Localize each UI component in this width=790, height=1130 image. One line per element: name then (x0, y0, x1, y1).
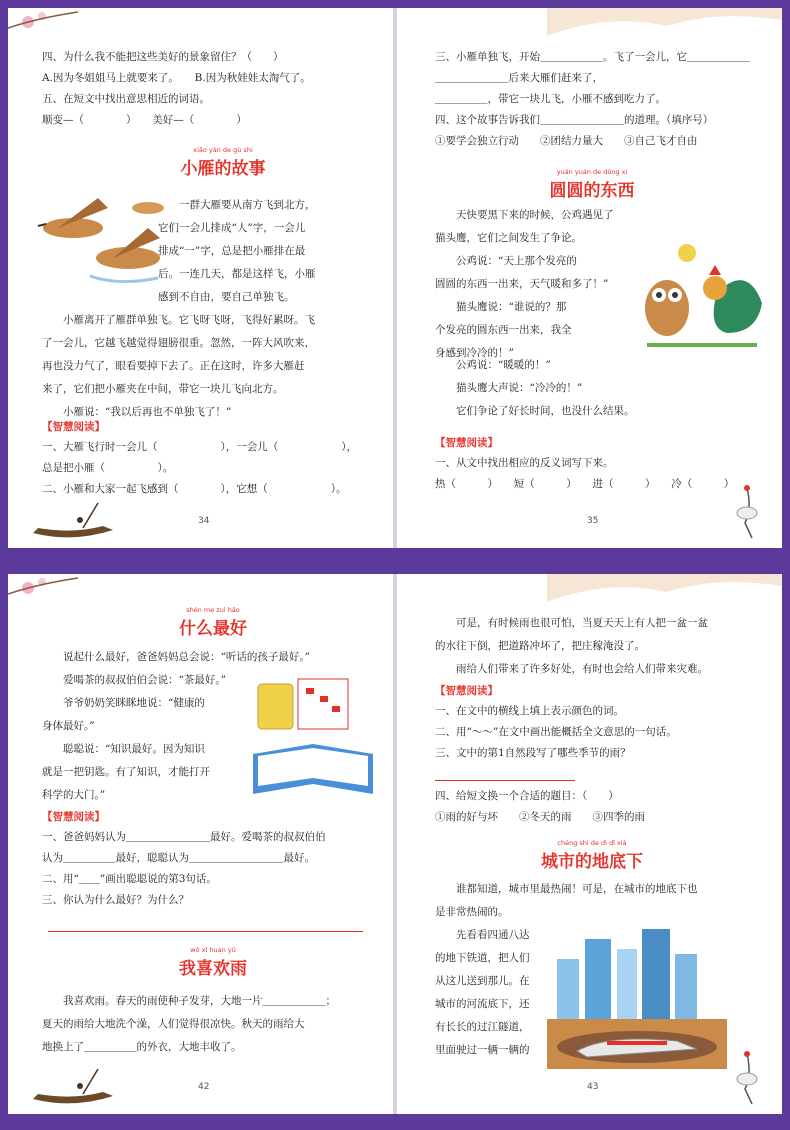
story-title-text: 我喜欢雨 (179, 959, 247, 979)
story-line: 圆圆的东西一出来，天气暖和多了！” (435, 278, 609, 290)
story-line: 天快要黑下来的时候，公鸡遇见了 (435, 209, 614, 221)
story-text-42-c (42, 994, 377, 1055)
story-title-text: 城市的地底下 (541, 852, 643, 872)
page-number: 35 (587, 516, 599, 526)
story-title-pinyin: yuán yuán de dōng xi (556, 168, 628, 176)
story-line: 猫头鹰，它们之间发生了争论。 (435, 232, 582, 244)
city-subway-illustration (547, 919, 727, 1069)
story-line: 科学的大门。” (42, 789, 106, 801)
story-line: 一群大雁要从南方飞到北方， (158, 199, 316, 211)
story-line: 来了，它们把小雁夹在中间，带它一块儿飞向北方。 (42, 383, 284, 395)
exercise-1: 一、在文中的横线上填上表示颜色的词。 (435, 705, 624, 717)
story-line: 爱喝茶的叔叔伯伯会说：“茶最好。” (42, 674, 226, 686)
story-line: 地换上了＿＿＿＿＿的外衣，大地丰收了。 (42, 1041, 242, 1053)
exercise-block-43b (435, 789, 766, 825)
story-line: 从这儿送到那儿。在 (435, 975, 530, 987)
exercise-block-43 (435, 684, 766, 761)
question-5: 五、在短文中找出意思相近的词语。 (42, 93, 210, 105)
boat-icon (28, 1064, 118, 1109)
question-4-options: A.因为冬姐姐马上就要来了。 B.因为秋娃娃太淘气了。 (42, 72, 311, 84)
exercise-1: 一、从文中找出相应的反义词写下来。 (435, 457, 614, 469)
exercise-2: 二、用“＿＿”画出聪聪说的第3句话。 (42, 873, 217, 885)
story-line: 猫头鹰大声说：“冷冷的！” (435, 382, 583, 394)
story-line: 雨给人们带来了许多好处，有时也会给人们带来灾难。 (435, 663, 708, 675)
question-3a: 三、小雁单独飞，开始＿＿＿＿＿＿。飞了一会儿，它＿＿＿＿＿＿ (435, 51, 750, 63)
story-title-pinyin: chéng shì de dì dǐ xià (557, 839, 627, 847)
story-line: 是非常热闹的。 (435, 906, 509, 918)
story-line: 身感到冷冷的！” (435, 347, 514, 359)
story-line: 夏天的雨给大地洗个澡，人们觉得很凉快。秋天的雨给大 (42, 1018, 305, 1030)
zhihui-heading: 【智慧阅读】 (42, 421, 105, 433)
question-4-options: ①要学会独立行动 ②团结力量大 ③自己飞才自由 (435, 135, 698, 147)
story-text-35-end (435, 358, 766, 419)
story-line: 的地下铁道，把人们 (435, 952, 530, 964)
story-line: 的水往下倒，把道路冲坏了，把庄稼淹没了。 (435, 640, 645, 652)
story-line: 谁都知道，城市里最热闹！可是，在城市的地底下也 (435, 883, 698, 895)
story-title-text: 圆圆的东西 (549, 181, 635, 201)
story-line: 里面驶过一辆一辆的 (435, 1044, 530, 1056)
answer-line (435, 780, 575, 781)
story-text-43-c (435, 928, 542, 1058)
story-line: 公鸡说：“暖暖的！” (435, 359, 551, 371)
exercise-3: 三、你认为什么最好？为什么？ (42, 894, 189, 906)
page-number: 34 (198, 516, 210, 526)
story-line: 说起什么最好，爸爸妈妈总会说：“听话的孩子最好。” (42, 651, 310, 663)
story-title-pinyin: shén me zuì hǎo (186, 606, 240, 614)
story-title-text: 什么最好 (179, 619, 247, 639)
exercise-2: 二、用“～～”在文中画出能概括全文意思的一句话。 (435, 726, 677, 738)
story-line: 它们争论了好长时间，也没什么结果。 (435, 405, 635, 417)
story-line: 小雁离开了雁群单独飞。它飞呀飞呀，飞得好累呀。飞 (42, 314, 315, 326)
crane-icon (717, 1044, 777, 1109)
story-text-34-top (158, 198, 377, 305)
exercise-3: 三、文中的第1自然段写了哪些季节的雨？ (435, 747, 631, 759)
story-line: 身体最好。” (42, 720, 95, 732)
story-line: 个发亮的圆东西一出来，我全 (435, 324, 572, 336)
story-title-35 (517, 168, 667, 201)
story-title-34 (158, 146, 288, 179)
story-title-pinyin: xiǎo yàn de gù shi (193, 146, 253, 154)
story-line: 猫头鹰说：“谁说的？那 (435, 301, 567, 313)
exercise-block-34b (42, 420, 377, 497)
mountain-decoration (547, 8, 782, 38)
mountain-decoration (547, 574, 782, 604)
page-42 (8, 574, 393, 1114)
story-line: 可是，有时候雨也很可怕，当夏天天上有人把一盆一盆 (435, 617, 708, 629)
story-line: 了一会儿，它越飞越觉得翅膀很重。忽然，一阵大风吹来， (42, 337, 315, 349)
zhihui-heading: 【智慧阅读】 (435, 685, 498, 697)
question-3b: ＿＿＿＿＿＿＿后来大雁们赶来了， (435, 72, 603, 84)
story-text-34-bottom (42, 313, 377, 420)
page-43 (397, 574, 782, 1114)
question-5-row: 顺变—（ ） 美好—（ ） (42, 114, 247, 126)
story-line: 感到不自由，要自己单独飞。 (158, 291, 295, 303)
geese-illustration (28, 188, 178, 293)
exercise-4-options: ①雨的好与坏 ②冬天的雨 ③四季的雨 (435, 811, 645, 823)
exercise-4: 四、给短文换一个合适的题目：（ ） (435, 790, 619, 802)
zhihui-heading: 【智慧阅读】 (42, 811, 105, 823)
story-text-42-b (42, 696, 243, 803)
question-4: 四、为什么我不能把这些美好的景象留住？（ ） (42, 51, 284, 63)
story-line: 就是一把钥匙。有了知识，才能打开 (42, 766, 210, 778)
exercise-1b: 总是把小雁（ ）。 (42, 462, 174, 474)
story-line: 有长长的过江隧道， (435, 1021, 530, 1033)
rooster-owl-illustration (627, 233, 772, 353)
exercise-block-42 (42, 810, 377, 908)
story-title-pinyin: wǒ xǐ huan yǔ (190, 946, 236, 954)
exercise-2: 二、小雁和大家一起飞感到（ ），它想（ ）。 (42, 483, 347, 495)
page-35 (397, 8, 782, 548)
crane-icon (717, 478, 777, 543)
story-text-43-b (435, 882, 766, 920)
story-line: 公鸡说：“天上那个发亮的 (435, 255, 577, 267)
blossom-icon (8, 574, 88, 614)
story-title-42 (148, 606, 278, 639)
page-number: 42 (198, 1082, 210, 1092)
tea-book-illustration (248, 674, 378, 804)
story-line: 小雁说：“我以后再也不单独飞了！” (42, 406, 232, 418)
boat-icon (28, 498, 118, 543)
spread-bottom (8, 574, 782, 1114)
page-number: 43 (587, 1082, 599, 1092)
question-4: 四、这个故事告诉我们＿＿＿＿＿＿＿＿的道理。（填序号） (435, 114, 714, 126)
story-title-42-b (148, 946, 278, 979)
spread-top (8, 8, 782, 548)
story-line: 排成“一”字，总是把小雁排在最 (158, 245, 306, 257)
story-line: 它们一会儿排成“人”字，一会儿 (158, 222, 306, 234)
blossom-icon (8, 8, 88, 48)
story-line: 聪聪说：“知识最好。因为知识 (42, 743, 205, 755)
page-34 (8, 8, 393, 548)
story-line: 后。一连几天，都是这样飞，小雁 (158, 268, 316, 280)
answer-line (48, 931, 363, 932)
story-text-43 (435, 616, 766, 677)
exercise-block-34a (42, 50, 377, 128)
exercise-1a: 一、大雁飞行时一会儿（ ），一会儿（ ）， (42, 441, 357, 453)
story-text-35 (435, 208, 632, 361)
story-line: 我喜欢雨。春天的雨使种子发芽，大地一片＿＿＿＿＿＿； (42, 995, 336, 1007)
question-3c: ＿＿＿＿＿，带它一块儿飞，小雁不感到吃力了。 (435, 93, 666, 105)
story-line: 爷爷奶奶笑眯眯地说：“健康的 (42, 697, 205, 709)
story-title-43 (517, 839, 667, 872)
exercise-1a: 一、爸爸妈妈认为＿＿＿＿＿＿＿＿最好。爱喝茶的叔叔伯伯 (42, 831, 326, 843)
exercise-1-row: 热（ ） 短（ ） 进（ ） 冷（ ） (435, 478, 735, 490)
story-line: 再也没力气了，眼看要掉下去了。正在这时，许多大雁赶 (42, 360, 305, 372)
story-title-text: 小雁的故事 (180, 159, 266, 179)
story-line: 先看看四通八达 (435, 929, 530, 941)
exercise-1b: 认为＿＿＿＿＿最好，聪聪认为＿＿＿＿＿＿＿＿＿最好。 (42, 852, 315, 864)
zhihui-heading: 【智慧阅读】 (435, 437, 498, 449)
exercise-block-35a (435, 50, 766, 149)
story-line: 城市的河流底下，还 (435, 998, 530, 1010)
